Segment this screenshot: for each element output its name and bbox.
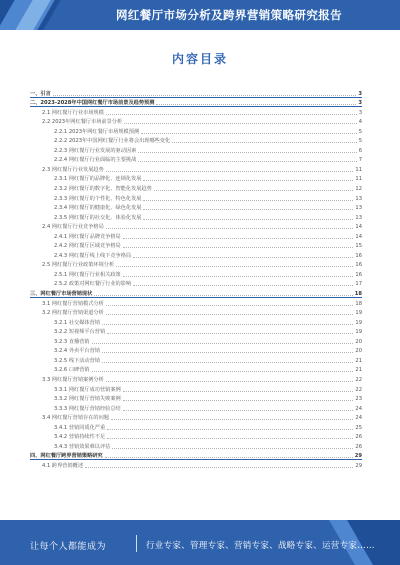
- toc-leader-dots: [154, 190, 354, 191]
- toc-entry-page: 23: [355, 396, 362, 403]
- toc-entry[interactable]: [30, 393, 362, 403]
- toc-entry-page: 18: [355, 300, 362, 307]
- toc-leader-dots: [143, 219, 353, 220]
- toc-entry[interactable]: [30, 402, 362, 412]
- toc-entry-label: 三、网红餐厅市场营销现状: [30, 291, 93, 298]
- toc-leader-dots: [106, 305, 354, 306]
- toc-entry-label: 2.2.2 2023年中国网红餐厅行业将会出现哪些变化: [54, 138, 171, 145]
- toc-entry-label: 2.5.1 网红餐厅行业相关政策: [54, 271, 121, 278]
- toc-leader-dots: [124, 123, 357, 124]
- toc-entry[interactable]: [30, 278, 362, 288]
- toc-entry-label: 3.3 网红餐厅营销案例分析: [42, 376, 104, 383]
- toc-entry[interactable]: [30, 135, 362, 145]
- toc-entry-label: 2.5 网红餐厅行业政策环境分析: [42, 262, 115, 269]
- toc-leader-dots: [138, 152, 356, 153]
- toc-entry[interactable]: [30, 440, 362, 450]
- toc-entry-label: 二、2023-2028年中国网红餐厅市场前景及趋势预测: [30, 100, 155, 107]
- toc-entry-page: 4: [358, 119, 362, 126]
- toc-entry-label: 2.2.4 网红餐厅行业面临的主要挑战: [54, 157, 137, 164]
- toc-entry[interactable]: [30, 202, 362, 212]
- toc-entry-label: 一、引言: [30, 90, 51, 97]
- toc-entry-page: 22: [355, 376, 362, 383]
- toc-entry-page: 22: [355, 386, 362, 393]
- toc-entry-label: 3.1 网红餐厅营销模式分析: [42, 300, 104, 307]
- toc-entry[interactable]: [30, 87, 362, 97]
- toc-leader-dots: [123, 400, 354, 401]
- footer-banner: [0, 520, 400, 565]
- toc-leader-dots: [138, 161, 356, 162]
- toc-entry-page: 12: [355, 186, 362, 193]
- toc-leader-dots: [111, 419, 353, 420]
- toc-leader-dots: [143, 209, 353, 210]
- toc-entry-label: 3.3.2 网红餐厅营销失败案例: [54, 396, 121, 403]
- toc-entry-page: 15: [355, 243, 362, 250]
- toc-leader-dots: [143, 200, 353, 201]
- toc-entry[interactable]: [30, 326, 362, 336]
- toc-entry-page: 29: [354, 453, 362, 460]
- toc-entry[interactable]: [30, 431, 362, 441]
- toc-entry-label: 2.3.3 网红餐厅的个性化、特色化发展: [54, 195, 142, 202]
- toc-entry-page: 13: [355, 195, 362, 202]
- toc-entry-page: 3: [358, 109, 362, 116]
- toc-entry[interactable]: [30, 307, 362, 317]
- table-of-contents: [30, 87, 362, 469]
- footer-tagline: 行业专家、管理专家、营销专家、战略专家、运营专家……: [146, 541, 375, 551]
- toc-leader-dots: [107, 333, 353, 334]
- toc-entry-label: 2.3.5 网红餐厅的社交化、体验化发展: [54, 214, 142, 221]
- toc-entry-label: 3.4.1 营销同质化严重: [54, 424, 106, 431]
- toc-entry-page: 13: [355, 214, 362, 221]
- toc-leader-dots: [106, 171, 354, 172]
- toc-leader-dots: [172, 142, 356, 143]
- toc-entry[interactable]: [30, 316, 362, 326]
- toc-entry[interactable]: [30, 163, 362, 173]
- toc-entry[interactable]: [30, 240, 362, 250]
- toc-entry[interactable]: [30, 116, 362, 126]
- toc-entry-page: 24: [355, 415, 362, 422]
- toc-entry[interactable]: [30, 345, 362, 355]
- toc-leader-dots: [133, 285, 353, 286]
- toc-entry[interactable]: [30, 412, 362, 422]
- toc-entry-page: 3: [358, 90, 362, 97]
- toc-entry-page: 16: [355, 252, 362, 259]
- report-title: 网红餐厅市场分析及跨界营销策略研究报告: [115, 8, 343, 22]
- toc-entry[interactable]: [30, 106, 362, 116]
- toc-entry-page: 21: [355, 357, 362, 364]
- toc-entry-page: 29: [355, 462, 362, 469]
- toc-entry[interactable]: [30, 354, 362, 364]
- toc-leader-dots: [133, 257, 353, 258]
- toc-entry-label: 2.3.2 网红餐厅的数字化、智能化发展趋势: [54, 186, 152, 193]
- toc-leader-dots: [102, 324, 353, 325]
- toc-entry[interactable]: [30, 259, 362, 269]
- toc-entry-page: 24: [355, 405, 362, 412]
- toc-leader-dots: [123, 247, 354, 248]
- toc-leader-dots: [94, 295, 353, 296]
- toc-entry-page: 11: [355, 176, 362, 183]
- toc-entry-label: 3.4.2 营销持续性不足: [54, 434, 106, 441]
- toc-entry-label: 3.2.1 社交媒体营销: [54, 319, 100, 326]
- toc-entry[interactable]: [30, 97, 362, 107]
- toc-entry-page: 6: [358, 147, 362, 154]
- toc-entry-page: 5: [358, 138, 362, 145]
- toc-entry[interactable]: [30, 421, 362, 431]
- toc-heading: 内容目录: [171, 52, 228, 66]
- toc-entry[interactable]: [30, 173, 362, 183]
- toc-leader-dots: [123, 238, 354, 239]
- toc-entry-label: 四、网红餐厅跨界营销策略研究: [30, 453, 103, 460]
- toc-leader-dots: [92, 371, 354, 372]
- toc-entry[interactable]: [30, 383, 362, 393]
- toc-entry-page: 16: [355, 271, 362, 278]
- header-banner: [0, 0, 400, 30]
- toc-leader-dots: [105, 457, 353, 458]
- toc-entry-page: 5: [358, 128, 362, 135]
- toc-entry-page: 14: [355, 233, 362, 240]
- toc-entry-label: 3.2 网红餐厅营销渠道分析: [42, 310, 104, 317]
- toc-entry-label: 2.3.4 网红餐厅的健康化、绿色化发展: [54, 205, 142, 212]
- toc-entry-label: 3.2.5 线下活动营销: [54, 357, 100, 364]
- toc-entry-label: 3.2.4 外卖平台营销: [54, 348, 100, 355]
- toc-entry-label: 2.4 网红餐厅行业竞争格局: [42, 224, 104, 231]
- toc-entry-page: 17: [355, 281, 362, 288]
- toc-entry[interactable]: [30, 192, 362, 202]
- toc-entry-page: 16: [355, 262, 362, 269]
- toc-entry-label: 2.3.1 网红餐厅的品牌化、连锁化发展: [54, 176, 142, 183]
- toc-entry-page: 26: [355, 434, 362, 441]
- toc-entry-page: 21: [355, 367, 362, 374]
- toc-entry[interactable]: [30, 297, 362, 307]
- toc-entry-label: 2.3 网红餐厅行业发展趋势: [42, 166, 104, 173]
- toc-entry-page: 13: [355, 205, 362, 212]
- toc-leader-dots: [53, 95, 357, 96]
- toc-entry-page: 19: [355, 310, 362, 317]
- toc-leader-dots: [112, 448, 353, 449]
- toc-entry-label: 2.4.2 网红餐厅区域竞争格局: [54, 243, 121, 250]
- toc-entry[interactable]: [30, 459, 362, 469]
- toc-entry-label: 3.4.3 营销效果难以评估: [54, 443, 111, 450]
- toc-entry-page: 11: [355, 166, 362, 173]
- toc-leader-dots: [107, 438, 353, 439]
- toc-leader-dots: [143, 180, 353, 181]
- toc-leader-dots: [106, 228, 354, 229]
- toc-entry-label: 3.4 网红餐厅营销存在的问题: [42, 415, 109, 422]
- toc-entry[interactable]: [30, 211, 362, 221]
- toc-entry-label: 3.2.2 短视频平台营销: [54, 329, 106, 336]
- toc-entry-page: 3: [358, 100, 362, 107]
- toc-leader-dots: [141, 133, 357, 134]
- toc-entry[interactable]: [30, 335, 362, 345]
- toc-entry-page: 19: [355, 329, 362, 336]
- footer-divider: [136, 535, 137, 552]
- toc-entry[interactable]: [30, 450, 362, 460]
- toc-leader-dots: [106, 114, 357, 115]
- toc-leader-dots: [106, 381, 354, 382]
- toc-leader-dots: [102, 362, 353, 363]
- toc-entry-label: 2.1 网红餐厅行业市场规模: [42, 109, 104, 116]
- toc-entry[interactable]: [30, 125, 362, 135]
- toc-leader-dots: [102, 352, 353, 353]
- toc-entry[interactable]: [30, 287, 362, 297]
- toc-entry-page: 25: [355, 424, 362, 431]
- toc-leader-dots: [123, 276, 354, 277]
- toc-leader-dots: [156, 104, 356, 105]
- toc-entry[interactable]: [30, 182, 362, 192]
- toc-entry[interactable]: [30, 373, 362, 383]
- toc-entry-label: 2.5.2 政策对网红餐厅行业的影响: [54, 281, 132, 288]
- toc-entry-page: 19: [355, 319, 362, 326]
- toc-entry-page: 18: [354, 291, 362, 298]
- toc-entry[interactable]: [30, 268, 362, 278]
- toc-entry-page: 20: [355, 348, 362, 355]
- footer-slogan: 让每个人都能成为: [30, 542, 107, 552]
- toc-entry-page: 20: [355, 338, 362, 345]
- toc-leader-dots: [116, 266, 353, 267]
- toc-entry-label: 3.3.1 网红餐厅成功营销案例: [54, 386, 121, 393]
- toc-entry-label: 3.2.3 直播营销: [54, 338, 90, 345]
- toc-leader-dots: [123, 391, 354, 392]
- toc-leader-dots: [106, 314, 354, 315]
- toc-entry[interactable]: [30, 249, 362, 259]
- toc-entry-page: 7: [358, 157, 362, 164]
- toc-leader-dots: [92, 343, 354, 344]
- toc-leader-dots: [85, 467, 353, 468]
- toc-entry[interactable]: [30, 364, 362, 374]
- toc-entry[interactable]: [30, 144, 362, 154]
- toc-entry-label: 2.4.3 网红餐厅线上线下竞争格局: [54, 252, 132, 259]
- toc-entry-page: 26: [355, 443, 362, 450]
- toc-leader-dots: [123, 410, 354, 411]
- toc-entry-label: 2.2 2023年网红餐厅市场前景分析: [42, 119, 123, 126]
- toc-entry-label: 2.2.1 2023年网红餐厅市场规模预测: [54, 128, 140, 135]
- toc-entry[interactable]: [30, 221, 362, 231]
- toc-leader-dots: [107, 429, 353, 430]
- toc-entry[interactable]: [30, 154, 362, 164]
- toc-entry-label: 3.3.3 网红餐厅营销经验总结: [54, 405, 121, 412]
- toc-entry-label: 2.2.3 网红餐厅行业发展的驱动因素: [54, 147, 137, 154]
- toc-entry-label: 4.1 跨界营销概述: [42, 462, 84, 469]
- toc-entry-label: 2.4.1 网红餐厅品牌竞争格局: [54, 233, 121, 240]
- toc-entry-label: 3.2.6 口碑营销: [54, 367, 90, 374]
- toc-entry-page: 14: [355, 224, 362, 231]
- toc-entry[interactable]: [30, 230, 362, 240]
